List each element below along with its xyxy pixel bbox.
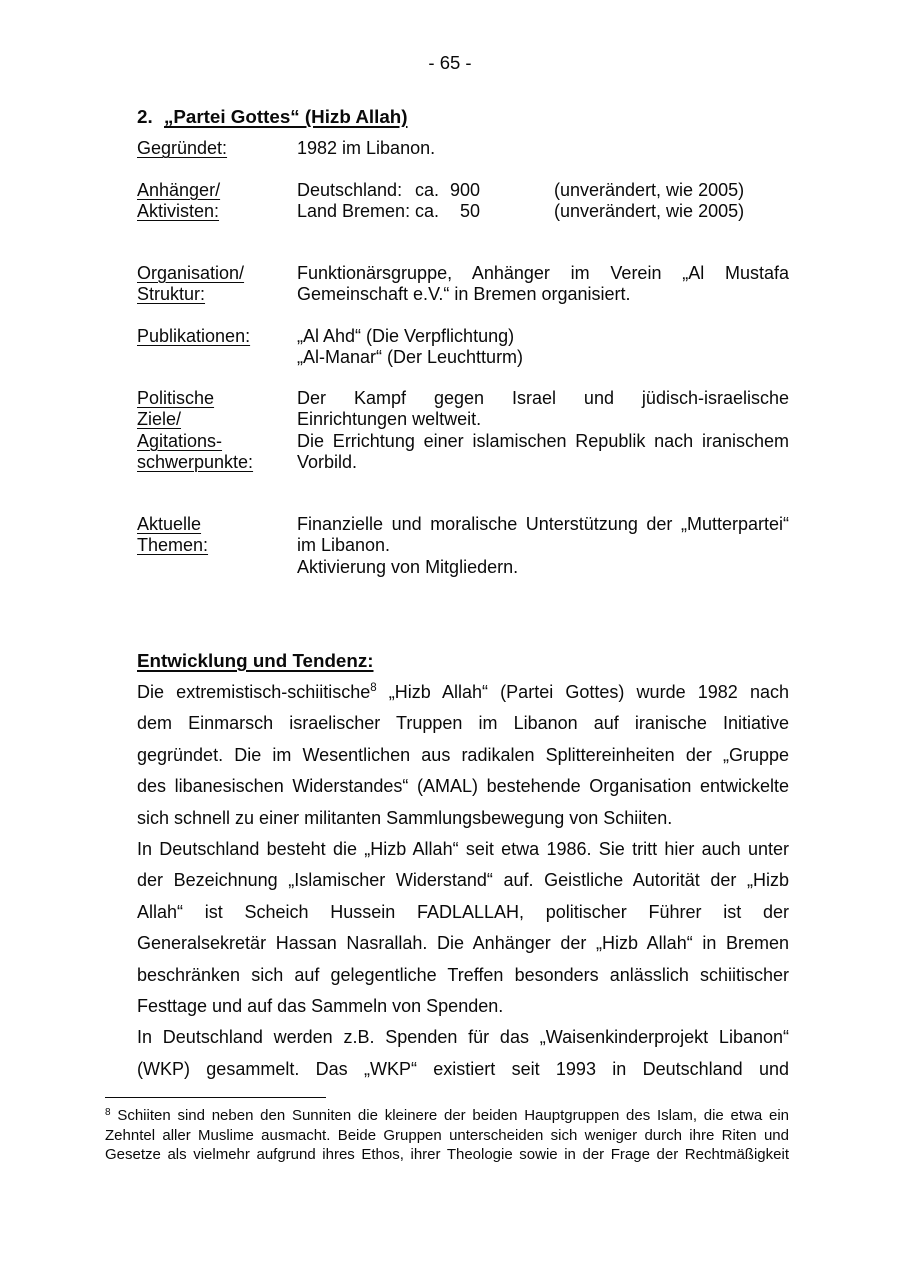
label-topics-1: Aktuelle <box>137 513 202 534</box>
label-column <box>137 326 297 369</box>
paragraph-2 <box>137 834 789 1022</box>
label-founded: Gegründet: <box>137 138 228 158</box>
label-column <box>137 388 297 474</box>
paragraph-line: In Deutschland werden z.B. Spenden für das „Waisenkinderprojekt Libanon“ <box>137 1027 789 1048</box>
footnote-ref-superscript: 8 <box>370 682 377 694</box>
paragraph-line: beschränken sich auf gelegentliche Treffen besonders anlässlich schiitischer <box>137 964 789 985</box>
value-column <box>297 180 789 223</box>
page-content <box>137 105 789 1085</box>
value-column <box>297 138 789 160</box>
value-line: im Libanon. <box>297 535 391 555</box>
paragraph-line: Festtage und auf das Sammeln von Spenden. <box>137 996 504 1017</box>
label-column <box>137 138 297 160</box>
stat-note: (unverändert, wie 2005) <box>554 201 745 221</box>
value-column <box>297 388 789 474</box>
stat-region: Land Bremen: <box>297 201 411 221</box>
body-paragraphs <box>137 677 789 1085</box>
paragraph-line: dem Einmarsch israelischer Truppen im Libanon auf iranische Initiative <box>137 713 789 734</box>
stat-region: Deutschland: <box>297 179 403 200</box>
value-column <box>297 514 789 579</box>
value-line: Gemeinschaft e.V.“ in Bremen organisiert. <box>297 284 631 304</box>
value-founded: 1982 im Libanon. <box>297 138 436 158</box>
label-followers-2: Aktivisten: <box>137 201 220 221</box>
section-title: „Partei Gottes“ (Hizb Allah) <box>164 106 408 127</box>
paragraph-line: Allah“ ist Scheich Hussein FADLALLAH, politischer Führer ist der <box>137 901 789 922</box>
paragraph-1 <box>137 677 789 834</box>
stat-count: 900 <box>449 179 480 200</box>
stat-approx: ca. <box>415 179 440 200</box>
info-row-followers <box>137 180 789 223</box>
label-column <box>137 263 297 306</box>
label-followers-1: Anhänger/ <box>137 179 221 200</box>
label-goals-1: Politische <box>137 387 215 408</box>
stat-line-germany <box>297 180 789 202</box>
stat-approx: ca. <box>415 201 440 221</box>
footnote-line: Gesetze als vielmehr aufgrund ihres Ethos, ihrer Theologie sowie in der Frage der Rechtmäßigkeit <box>105 1145 789 1163</box>
text-after-footnote-ref: „Hizb Allah“ (Partei Gottes) wurde 1982 nach <box>376 682 790 702</box>
value-line: Finanzielle und moralische Unterstützung der „Mutterpartei“ <box>297 513 789 534</box>
label-column <box>137 514 297 579</box>
paragraph-line: In Deutschland besteht die „Hizb Allah“ seit etwa 1986. Sie tritt hier auch unter <box>137 839 789 860</box>
value-line: Die Errichtung einer islamischen Republik nach iranischem <box>297 430 789 451</box>
footnote-text: Schiiten sind neben den Sunniten die kleinere der beiden Hauptgruppen des Islam, die etwa ein <box>110 1107 789 1125</box>
paragraph-line: gegründet. Die im Wesentlichen aus radikalen Splittereinheiten der „Gruppe <box>137 744 789 765</box>
text-before-footnote-ref: Die extremistisch-schiitische <box>137 682 371 702</box>
section-number: 2. <box>137 106 153 127</box>
paragraph-line: (WKP) gesammelt. Das „WKP“ existiert seit 1993 in Deutschland und <box>137 1058 789 1079</box>
footnote-section <box>105 1097 789 1164</box>
stat-note: (unverändert, wie 2005) <box>554 179 745 200</box>
footnote-marker: 8 <box>105 1107 111 1119</box>
value-line: Aktivierung von Mitgliedern. <box>297 556 519 577</box>
info-row-topics <box>137 514 789 579</box>
info-row-goals <box>137 388 789 474</box>
label-organisation-2: Struktur: <box>137 284 206 304</box>
paragraph-line: der Bezeichnung „Islamischer Widerstand“ auf. Geistliche Autorität der „Hizb <box>137 870 789 891</box>
info-row-founded <box>137 138 789 160</box>
value-line: Funktionärsgruppe, Anhänger im Verein „Al Mustafa <box>297 262 789 283</box>
label-organisation-1: Organisation/ <box>137 262 245 283</box>
paragraph-line: Generalsekretär Hassan Nasrallah. Die Anhänger der „Hizb Allah“ in Bremen <box>137 933 789 954</box>
footnote-separator-rule <box>105 1097 326 1098</box>
value-line: Der Kampf gegen Israel und jüdisch-israelische <box>297 387 789 408</box>
label-goals-2: Ziele/ <box>137 409 182 429</box>
paragraph-line: sich schnell zu einer militanten Sammlungsbewegung von Schiiten. <box>137 807 673 828</box>
stat-count: 50 <box>459 201 480 221</box>
stat-line-bremen <box>297 201 789 223</box>
label-column <box>137 180 297 223</box>
label-goals-3: Agitations- <box>137 430 223 451</box>
development-heading-text: Entwicklung und Tendenz: <box>137 650 374 671</box>
development-heading <box>137 649 789 672</box>
info-row-publications <box>137 326 789 369</box>
section-heading <box>137 105 789 128</box>
paragraph-line <box>137 677 789 708</box>
value-column <box>297 263 789 306</box>
value-line: „Al-Manar“ (Der Leuchtturm) <box>297 347 524 367</box>
page-number: - 65 - <box>428 52 472 73</box>
paragraph-line: des libanesischen Widerstandes“ (AMAL) bestehende Organisation entwickelte <box>137 776 789 797</box>
label-goals-4: schwerpunkte: <box>137 452 254 472</box>
value-line: Einrichtungen weltweit. <box>297 409 482 429</box>
info-row-organisation <box>137 263 789 306</box>
footnote-line <box>105 1106 789 1125</box>
label-publications: Publikationen: <box>137 325 251 346</box>
value-line: Vorbild. <box>297 452 358 472</box>
value-line: „Al Ahd“ (Die Verpflichtung) <box>297 325 515 346</box>
paragraph-3 <box>137 1022 789 1085</box>
label-topics-2: Themen: <box>137 535 209 555</box>
footnote-line: Zehntel aller Muslime ausmacht. Beide Gruppen unterscheiden sich weniger durch ihre Riten und <box>105 1126 789 1144</box>
value-column <box>297 326 789 369</box>
